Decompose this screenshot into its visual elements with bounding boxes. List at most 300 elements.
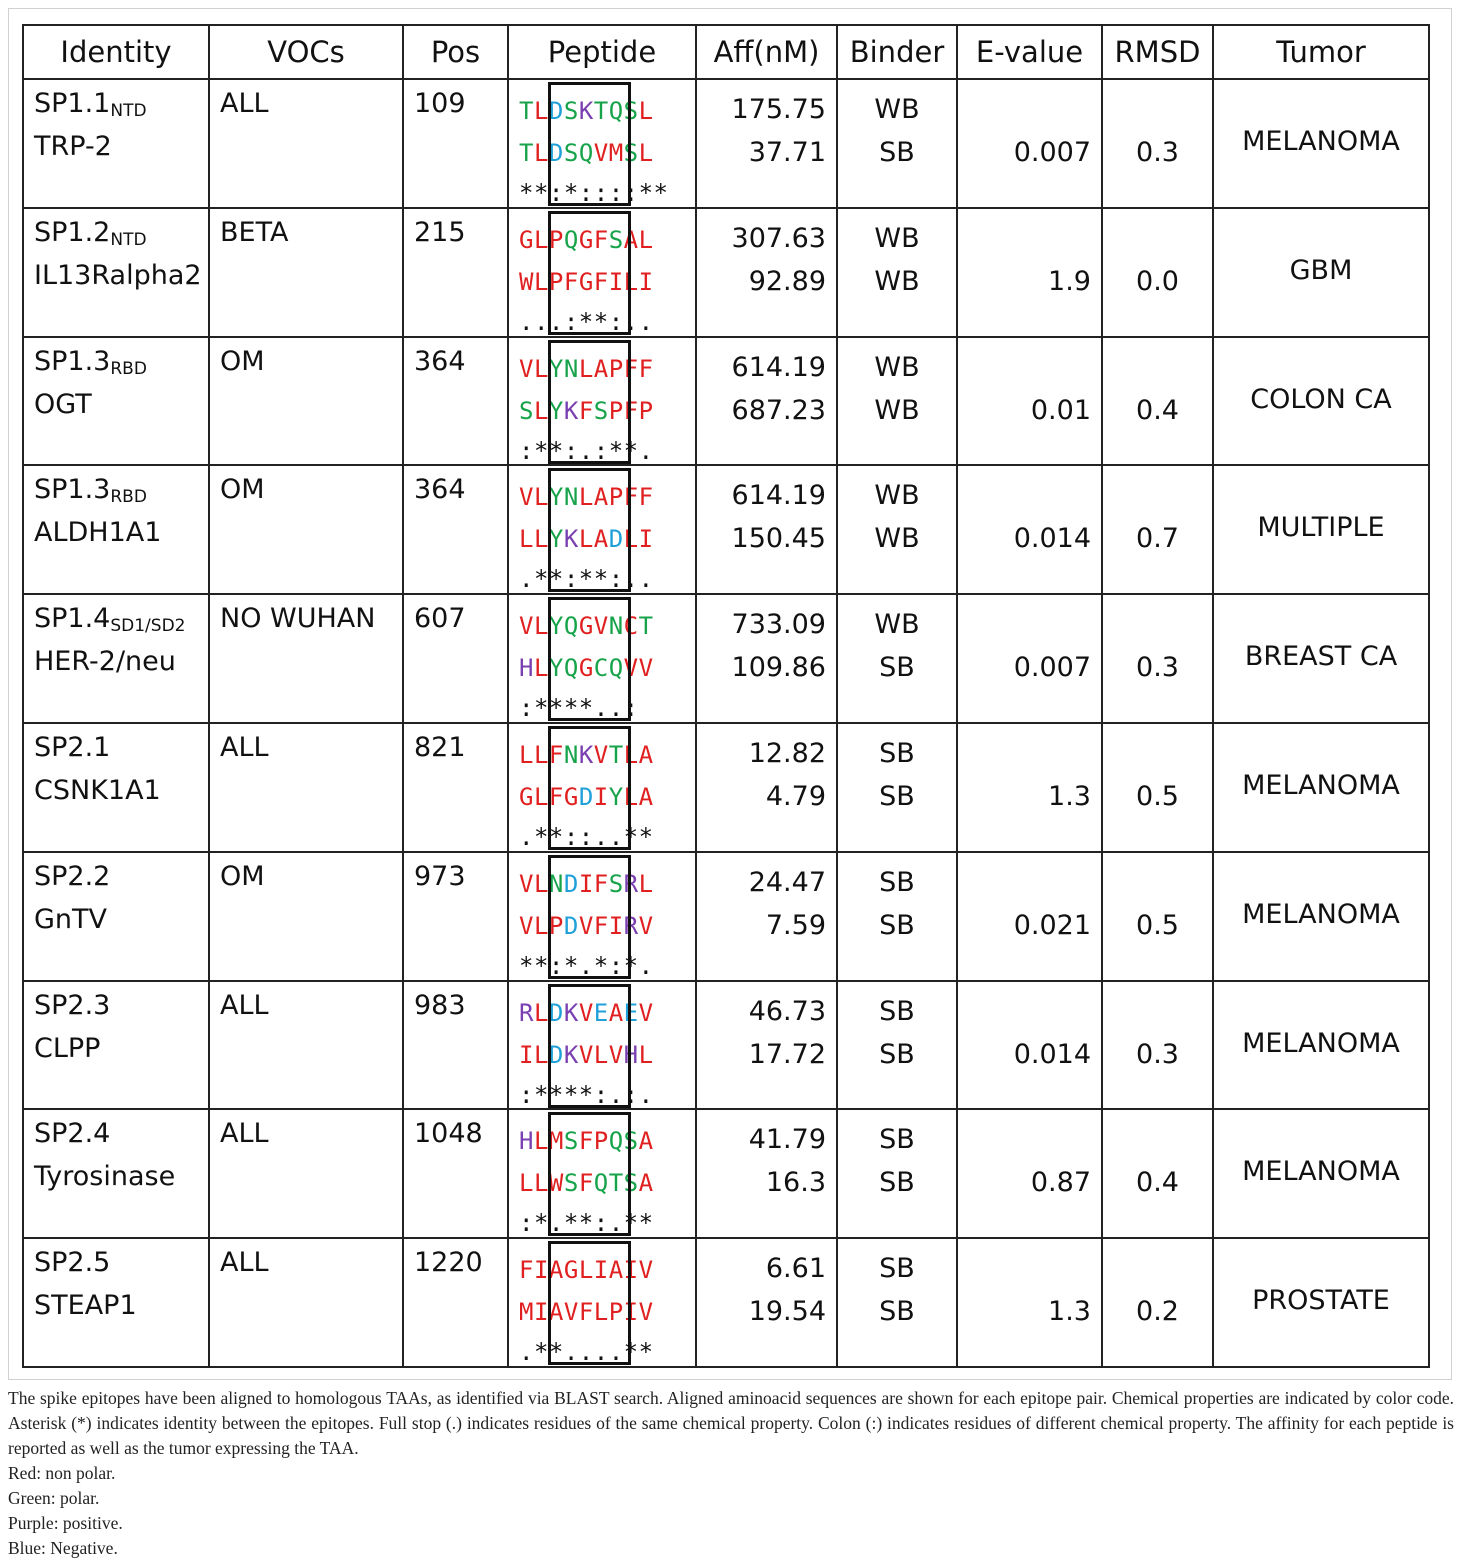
binder-spike: SB [879,866,915,898]
conservation-line: :**:.:**. [519,436,654,465]
table-row [23,337,1429,466]
residue: Q [608,1127,624,1156]
residue: Q [563,654,579,683]
residue: V [638,1256,654,1285]
residue: L [533,396,549,425]
residue: V [638,911,654,940]
residue: D [548,1040,564,1069]
residue: V [593,612,609,641]
residue: I [638,267,654,296]
tumor-cell [1213,1109,1429,1238]
identity-cell [23,208,209,337]
core-box [548,726,631,850]
core-box [548,340,631,464]
vocs-value: NO WUHAN [220,603,376,635]
residue: D [548,97,564,125]
pos-cell [403,465,508,594]
tumor-value: GBM [1289,254,1353,286]
residue: G [578,225,594,254]
rmsd-value: 0.3 [1136,1038,1179,1070]
binder-taa: SB [879,1167,915,1199]
residue: D [608,525,624,554]
binder-taa: SB [879,780,915,812]
residue: N [563,740,579,769]
binder-taa: WB [874,265,920,297]
residue: K [578,740,594,769]
affinity-taa: 92.89 [748,265,826,297]
rmsd-cell [1102,981,1213,1110]
rmsd-cell [1102,594,1213,723]
affinity-spike: 12.82 [748,737,826,769]
residue: S [623,97,639,125]
evalue-value: 0.021 [1013,909,1091,941]
residue: L [578,525,594,554]
residue: I [593,782,609,811]
residue: L [623,267,639,296]
residue: L [578,1256,594,1285]
residue: L [533,354,549,383]
table-row [23,1109,1429,1238]
taa-name: Tyrosinase [34,1161,176,1193]
residue: F [548,740,564,769]
legend-blue: Blue: Negative. [8,1538,118,1558]
epitope-domain: RBD [110,487,147,508]
residue: P [548,225,564,254]
binder-cell [837,79,957,208]
affinity-cell [696,852,837,981]
binder-cell [837,981,957,1110]
evalue-value: 1.9 [1048,265,1091,297]
core-box [548,1241,631,1365]
residue: T [638,612,654,641]
residue: T [519,139,534,167]
vocs-value: ALL [220,731,269,763]
rmsd-value: 0.3 [1136,137,1179,168]
affinity-cell [696,208,837,337]
rmsd-value: 0.4 [1136,1167,1179,1199]
conservation-line: ...:**:.. [519,307,654,336]
residue: S [563,97,579,125]
residue: F [593,911,609,940]
identity-cell [23,465,209,594]
vocs-cell [209,1109,403,1238]
identity-cell [23,981,209,1110]
residue: Q [593,1169,609,1198]
pos-cell [403,723,508,852]
evalue-cell [957,723,1102,852]
residue: H [519,1127,534,1156]
residue: L [623,525,639,554]
binder-taa: SB [879,137,915,168]
residue: Q [608,97,624,125]
core-box [548,597,631,721]
residue: L [533,525,549,554]
residue: F [623,354,639,383]
affinity-spike: 24.47 [748,866,826,898]
residue: V [519,911,534,940]
residue: F [548,782,564,811]
residue: L [533,740,549,769]
residue: K [563,525,579,554]
table-row [23,79,1429,208]
binder-spike: SB [879,1253,915,1285]
header-affinity: Aff(nM) [696,25,837,79]
residue: K [578,97,594,125]
evalue-value: 0.87 [1030,1167,1091,1199]
vocs-cell [209,208,403,337]
legend-red: Red: non polar. [8,1463,116,1483]
binder-cell [837,852,957,981]
residue: L [638,139,654,167]
residue: Q [563,225,579,254]
residue: L [578,354,594,383]
taa-name: TRP-2 [34,131,112,162]
vocs-cell [209,79,403,208]
residue: D [563,911,579,940]
residue: F [519,1256,534,1285]
residue: V [593,139,609,167]
residue: A [548,1256,564,1285]
binder-taa: WB [874,523,920,555]
vocs-value: ALL [220,1118,269,1150]
residue: Y [548,525,564,554]
residue: L [533,869,549,898]
tumor-cell [1213,79,1429,208]
legend-purple: Purple: positive. [8,1513,123,1533]
residue: S [623,139,639,167]
tumor-value: BREAST CA [1244,641,1398,673]
identity-cell [23,79,209,208]
binder-cell [837,465,957,594]
residue: T [519,97,534,125]
binder-cell [837,337,957,466]
pos-cell [403,337,508,466]
residue: V [608,1040,624,1069]
residue: A [638,1169,654,1198]
core-box [548,82,631,206]
vocs-value: ALL [220,1247,269,1279]
header-row [23,25,1429,79]
affinity-taa: 4.79 [765,780,826,812]
epitope-domain: RBD [110,358,147,379]
residue: E [593,998,609,1027]
epitope-id: SP1.1 [34,88,111,119]
peptide-cell [508,465,696,594]
tumor-cell [1213,1238,1429,1367]
conservation-line: :****..: [519,694,639,723]
residue: N [548,869,564,898]
residue: A [638,1127,654,1156]
binder-cell [837,1238,957,1367]
rmsd-value: 0.5 [1136,780,1179,812]
binder-spike: WB [874,222,920,254]
residue: P [593,1127,609,1156]
peptide-cell [508,79,696,208]
table-row [23,852,1429,981]
taa-name: IL13Ralpha2 [34,259,202,291]
affinity-spike: 614.19 [731,480,826,512]
taa-name: GnTV [34,903,107,935]
residue: C [623,612,639,641]
residue: I [623,1298,639,1327]
residue: L [638,1040,654,1069]
binder-taa: SB [879,1296,915,1328]
header-tumor: Tumor [1213,25,1429,79]
caption-paragraph: The spike epitopes have been aligned to homologous TAAs, as identified via BLAST search. Aligned aminoacid sequences are shown for each epitope pair. Chemical properties are indicated by color code. Asterisk (*) indicates identity between the epitopes. Full stop (.) indicates residues of the same chemical property. Colon (:) indicates residues of different chemical property. The affinity for each peptide is reported as well as the tumor expressing the TAA. [8,1388,1454,1458]
epitope-id: SP2.4 [34,1118,111,1150]
affinity-taa: 109.86 [731,652,826,684]
peptide-cell [508,1238,696,1367]
binder-spike: SB [879,995,915,1027]
residue: L [593,1298,609,1327]
tumor-value: PROSTATE [1252,1285,1390,1317]
taa-name: ALDH1A1 [34,517,162,549]
residue: P [608,396,624,425]
affinity-spike: 6.61 [765,1253,826,1285]
affinity-spike: 175.75 [731,94,826,125]
residue: H [519,654,534,683]
pos-value: 821 [414,731,466,763]
binder-spike: SB [879,1124,915,1156]
vocs-value: BETA [220,216,289,248]
evalue-cell [957,337,1102,466]
residue: A [638,740,654,769]
vocs-cell [209,337,403,466]
residue: S [563,1127,579,1156]
residue: G [578,612,594,641]
evalue-value: 1.3 [1048,780,1091,812]
binder-spike: SB [879,737,915,769]
epitope-table [22,24,1430,1368]
rmsd-cell [1102,79,1213,208]
peptide-cell [508,594,696,723]
affinity-taa: 16.3 [765,1167,826,1199]
residue: D [563,869,579,898]
core-box [548,468,631,592]
residue: D [578,782,594,811]
residue: G [563,1256,579,1285]
rmsd-cell [1102,723,1213,852]
identity-cell [23,852,209,981]
residue: L [533,612,549,641]
rmsd-cell [1102,208,1213,337]
core-box [548,211,631,335]
epitope-id: SP1.3 [34,345,111,377]
residue: F [638,354,654,383]
tumor-cell [1213,723,1429,852]
epitope-domain: NTD [110,229,147,250]
peptide-cell [508,852,696,981]
taa-name: HER-2/neu [34,646,176,678]
legend-green: Green: polar. [8,1488,100,1508]
residue: V [638,654,654,683]
epitope-id: SP1.4 [34,603,111,635]
peptide-cell [508,208,696,337]
rmsd-cell [1102,1238,1213,1367]
affinity-spike: 307.63 [731,222,826,254]
residue: F [578,396,594,425]
residue: L [519,1169,534,1198]
vocs-value: ALL [220,989,269,1021]
header-evalue: E-value [957,25,1102,79]
affinity-taa: 19.54 [748,1296,826,1328]
rmsd-cell [1102,1109,1213,1238]
residue: Y [548,354,564,383]
residue: V [578,911,594,940]
residue: T [608,740,624,769]
tumor-value: COLON CA [1250,383,1392,415]
identity-cell [23,594,209,723]
residue: V [623,654,639,683]
vocs-cell [209,852,403,981]
residue: P [548,911,564,940]
pos-cell [403,594,508,723]
affinity-cell [696,465,837,594]
residue: L [533,225,549,254]
identity-cell [23,1109,209,1238]
affinity-taa: 7.59 [765,909,826,941]
tumor-cell [1213,981,1429,1110]
affinity-cell [696,594,837,723]
pos-cell [403,1238,508,1367]
binder-taa: SB [879,909,915,941]
residue: P [638,396,654,425]
affinity-cell [696,981,837,1110]
residue: L [638,225,654,254]
epitope-domain: SD1/SD2 [110,616,186,637]
tumor-value: MELANOMA [1242,769,1400,801]
taa-name: OGT [34,388,92,420]
residue: N [563,354,579,383]
binder-cell [837,594,957,723]
identity-cell [23,337,209,466]
tumor-value: MELANOMA [1242,1027,1400,1059]
residue: L [533,267,549,296]
residue: S [623,1169,639,1198]
residue: S [563,139,579,167]
residue: L [623,782,639,811]
evalue-value: 0.014 [1013,1038,1091,1070]
vocs-value: OM [220,345,265,377]
residue: G [578,267,594,296]
evalue-value: 0.007 [1013,137,1091,168]
residue: Y [548,612,564,641]
residue: S [623,1127,639,1156]
residue: F [578,1298,594,1327]
residue: W [519,267,534,296]
residue: F [638,483,654,512]
residue: Q [608,654,624,683]
residue: Y [548,483,564,512]
residue: A [608,1256,624,1285]
vocs-cell [209,594,403,723]
pos-cell [403,981,508,1110]
residue: A [608,998,624,1027]
residue: A [593,525,609,554]
table-row [23,208,1429,337]
tumor-cell [1213,852,1429,981]
tumor-cell [1213,465,1429,594]
binder-spike: WB [874,94,920,125]
residue: T [593,97,609,125]
affinity-taa: 150.45 [731,523,826,555]
taa-name: CSNK1A1 [34,774,161,806]
affinity-taa: 687.23 [731,394,826,426]
rmsd-value: 0.0 [1136,265,1179,297]
residue: P [548,267,564,296]
rmsd-value: 0.3 [1136,652,1179,684]
residue: F [563,267,579,296]
residue: L [623,740,639,769]
affinity-spike: 41.79 [748,1124,826,1156]
tumor-cell [1213,337,1429,466]
residue: V [519,483,534,512]
residue: S [608,869,624,898]
residue: S [608,225,624,254]
tumor-value: MELANOMA [1242,1156,1400,1188]
core-box [548,1112,631,1236]
residue: G [578,654,594,683]
affinity-cell [696,1109,837,1238]
residue: L [533,1127,549,1156]
residue: V [578,998,594,1027]
binder-taa: SB [879,652,915,684]
header-rmsd: RMSD [1102,25,1213,79]
core-box [548,984,631,1108]
rmsd-value: 0.5 [1136,909,1179,941]
core-box [548,855,631,979]
rmsd-value: 0.2 [1136,1296,1179,1328]
header-vocs: VOCs [209,25,403,79]
evalue-cell [957,981,1102,1110]
residue: A [548,1298,564,1327]
residue: L [578,483,594,512]
evalue-value: 0.01 [1030,394,1091,426]
pos-value: 607 [414,603,466,635]
residue: L [533,782,549,811]
residue: F [578,1127,594,1156]
residue: A [593,354,609,383]
residue: Q [563,612,579,641]
binder-spike: WB [874,609,920,641]
conservation-line: .**:**:.. [519,565,654,594]
conservation-line: :****:.:. [519,1080,654,1109]
residue: L [638,97,654,125]
residue: L [533,911,549,940]
pos-cell [403,79,508,208]
residue: F [593,869,609,898]
residue: V [519,869,534,898]
residue: S [519,396,534,425]
residue: L [593,1040,609,1069]
peptide-cell [508,981,696,1110]
residue: P [608,354,624,383]
epitope-id: SP2.1 [34,731,111,763]
evalue-cell [957,852,1102,981]
rmsd-cell [1102,465,1213,594]
vocs-value: OM [220,860,265,892]
residue: F [593,225,609,254]
residue: L [533,1040,549,1069]
epitope-id: SP2.3 [34,989,111,1021]
binder-taa: WB [874,394,920,426]
header-identity: Identity [23,25,209,79]
binder-spike: WB [874,351,920,383]
residue: A [593,483,609,512]
pos-cell [403,208,508,337]
residue: M [608,139,624,167]
table-row [23,1238,1429,1367]
